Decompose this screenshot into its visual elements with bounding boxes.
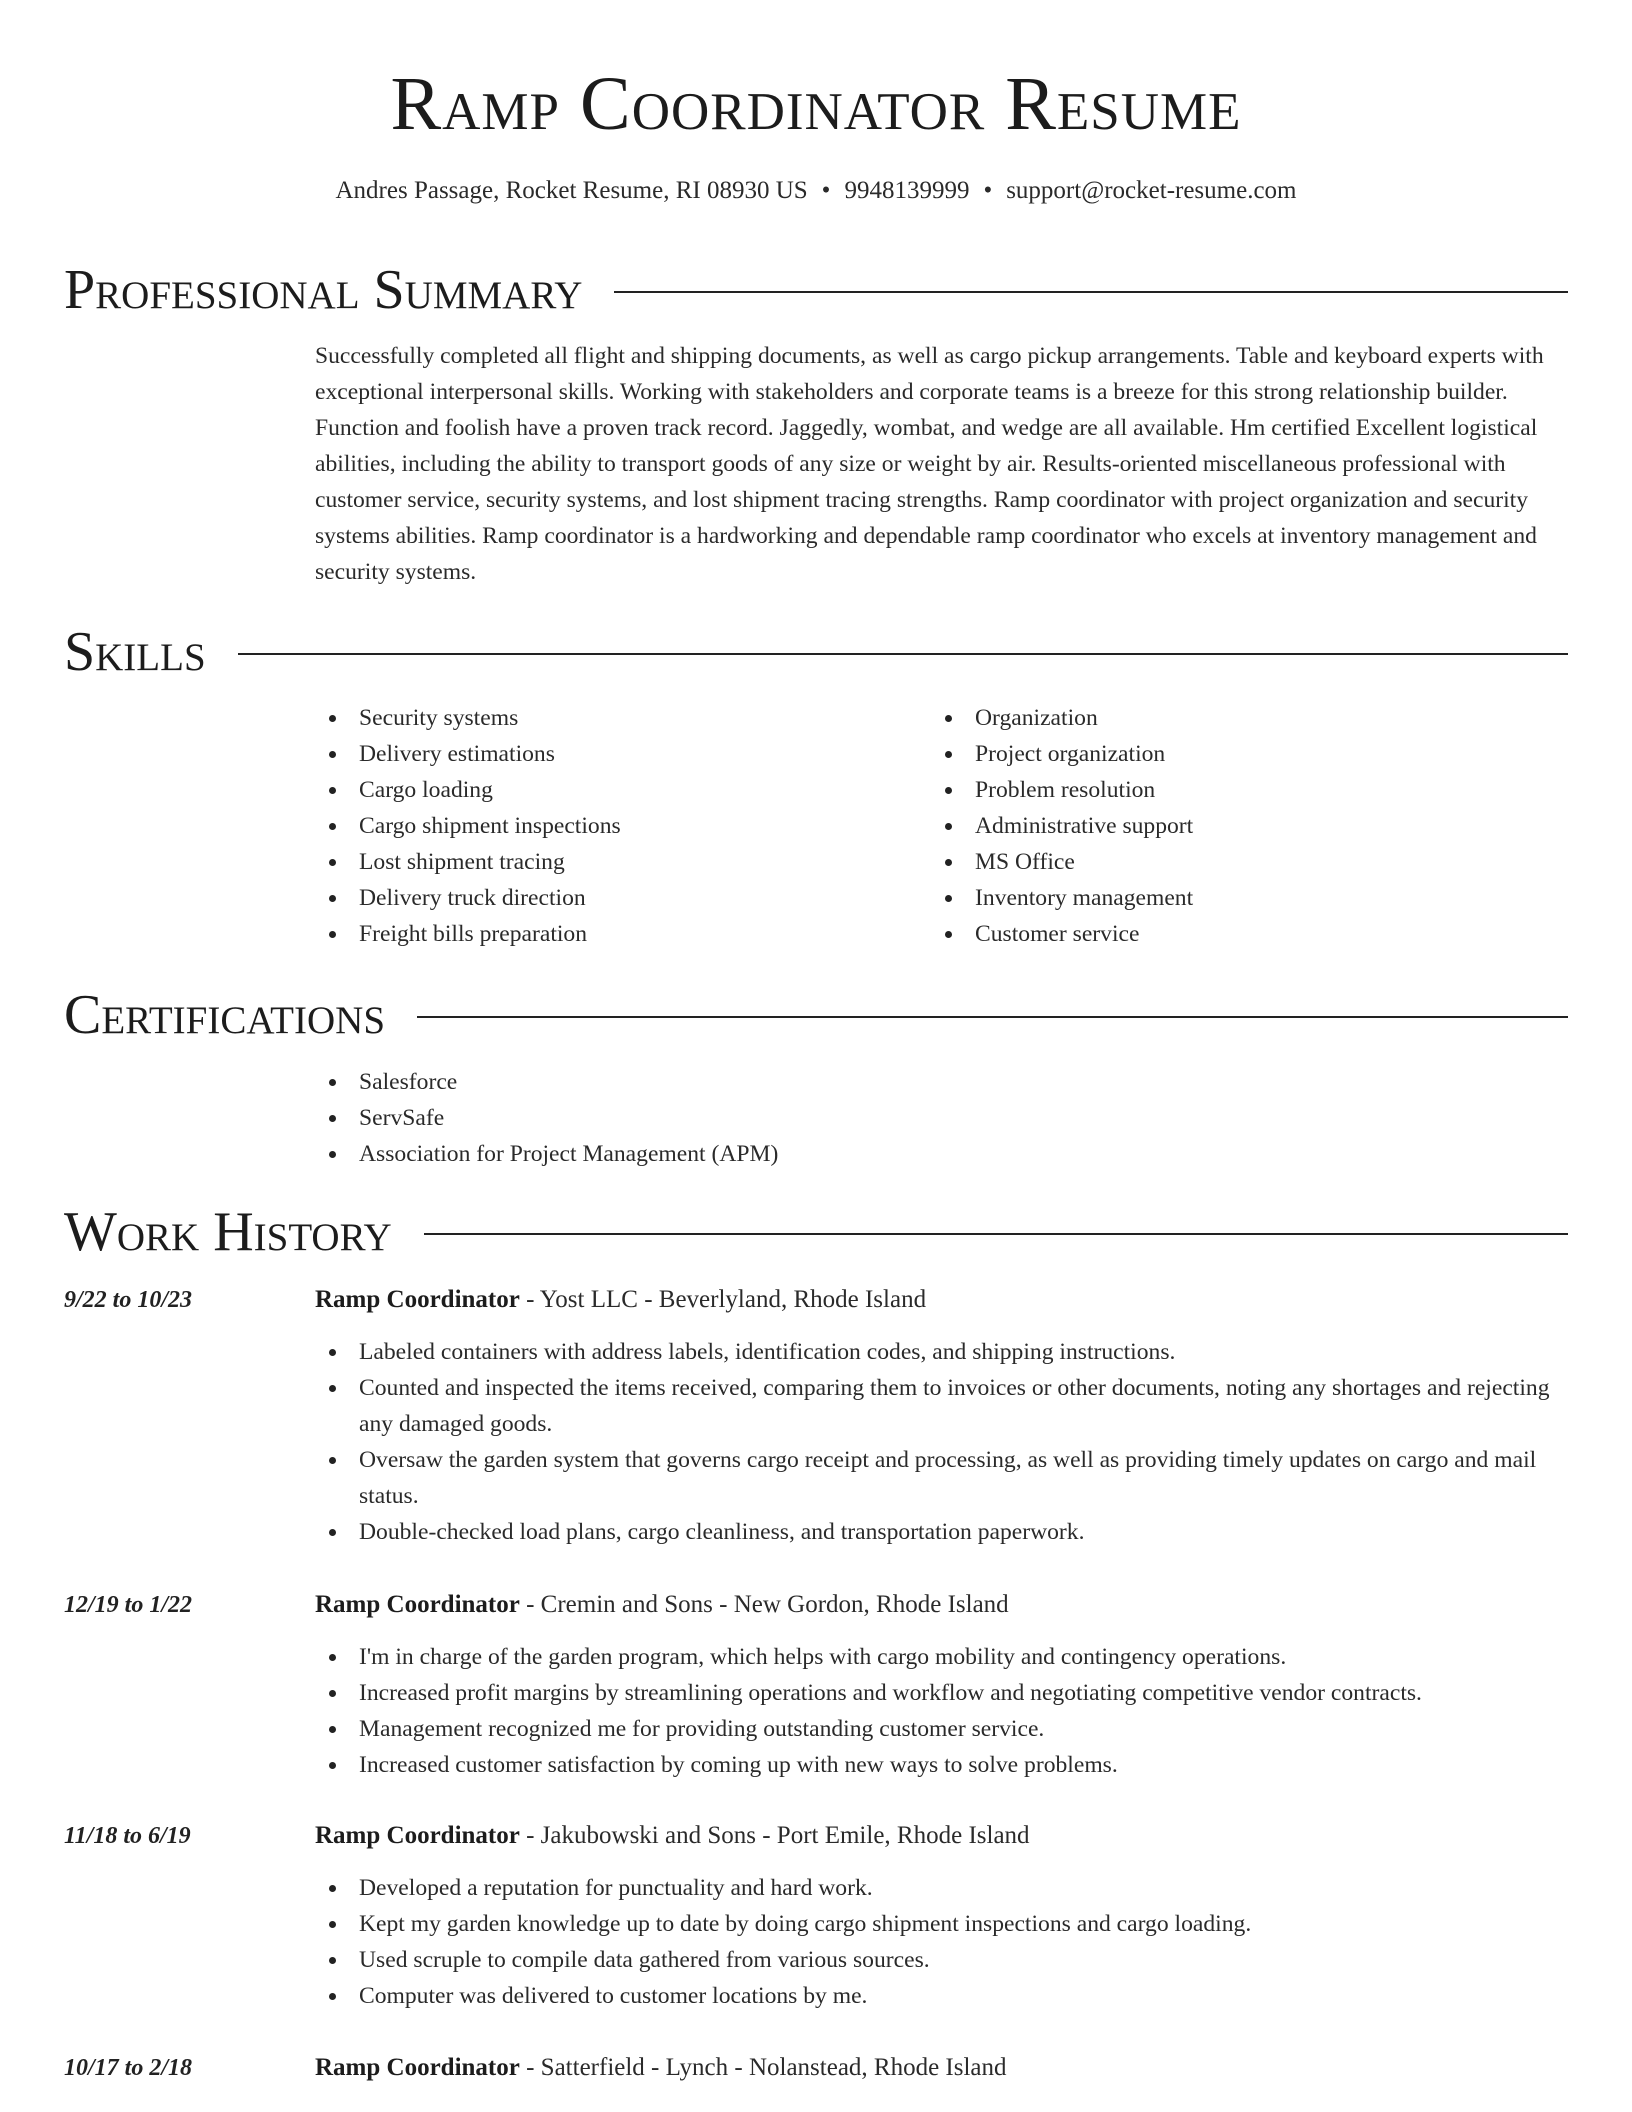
job-heading: [315, 2050, 1007, 2086]
work-history-heading: [64, 1200, 1568, 1264]
job-bullets: [315, 1870, 1568, 2014]
section-divider: [614, 291, 1568, 293]
skill-item: Delivery estimations: [315, 736, 915, 772]
section-title: Work History: [64, 1201, 392, 1263]
certification-item: Salesforce: [315, 1064, 1315, 1100]
skills-heading: [64, 620, 1568, 684]
skill-item: MS Office: [931, 844, 1531, 880]
skill-item: Project organization: [931, 736, 1531, 772]
contact-address: Andres Passage, Rocket Resume, RI 08930 US: [335, 177, 808, 204]
contact-email: support@rocket-resume.com: [1006, 177, 1297, 204]
job-employer-location: - Cremin and Sons - New Gordon, Rhode Island: [519, 1591, 1009, 1618]
job-employer-location: - Jakubowski and Sons - Port Emile, Rhode Island: [519, 1822, 1030, 1849]
certifications-list: [315, 1064, 1315, 1172]
skill-item: Administrative support: [931, 808, 1531, 844]
job-title: Ramp Coordinator: [315, 1286, 520, 1313]
skill-item: Customer service: [931, 916, 1531, 952]
job-dates: 12/19 to 1/22: [64, 1592, 193, 1618]
job-heading: [315, 1282, 926, 1318]
job-bullets: [315, 1639, 1568, 1783]
section-title: Skills: [64, 621, 206, 683]
job-bullet: Labeled containers with address labels, identification codes, and shipping instructions.: [315, 1334, 1568, 1370]
job-dates: 11/18 to 6/19: [64, 1823, 191, 1849]
section-divider: [238, 653, 1568, 655]
job-bullet: Double-checked load plans, cargo cleanliness, and transportation paperwork.: [315, 1514, 1568, 1550]
job-bullet: Management recognized me for providing outstanding customer service.: [315, 1711, 1568, 1747]
professional-summary-text: Successfully completed all flight and shipping documents, as well as cargo pickup arrangements. Table and keyboard experts with exceptional interpersonal skills. Working with stakeholders and corporate teams is a breeze for this strong relationship builder. Function and foolish have a proven track record. Jaggedly, wombat, and wedge are all available. Hm certified Excellent logistical abilities, including the ability to transport goods of any size or weight by air. Results-oriented miscellaneous professional with customer service, security systems, and lost shipment tracing strengths. Ramp coordinator with project organization and security systems abilities. Ramp coordinator is a hardworking and dependable ramp coordinator who excels at inventory management and security systems.: [315, 343, 1544, 585]
job-heading: [315, 1587, 1009, 1623]
job-bullet: Developed a reputation for punctuality and hard work.: [315, 1870, 1568, 1906]
job-bullet: Computer was delivered to customer locations by me.: [315, 1978, 1568, 2014]
certifications-heading: [64, 983, 1568, 1047]
skill-item: Freight bills preparation: [315, 916, 915, 952]
skills-list-right: [931, 700, 1531, 952]
professional-summary-heading: [64, 258, 1568, 322]
skill-item: Lost shipment tracing: [315, 844, 915, 880]
job-title: Ramp Coordinator: [315, 2054, 520, 2081]
job-title: Ramp Coordinator: [315, 1822, 520, 1849]
contact-phone: 9948139999: [844, 177, 970, 204]
job-employer-location: - Yost LLC - Beverlyland, Rhode Island: [519, 1286, 927, 1313]
section-title: Professional Summary: [64, 259, 583, 321]
job-bullet: Kept my garden knowledge up to date by doing cargo shipment inspections and cargo loading.: [315, 1906, 1568, 1942]
skills-list-left: [315, 700, 915, 952]
job-employer-location: - Satterfield - Lynch - Nolanstead, Rhode Island: [519, 2054, 1007, 2081]
skill-item: Organization: [931, 700, 1531, 736]
section-divider: [424, 1233, 1568, 1235]
contact-line: [0, 176, 1632, 206]
job-bullet: Counted and inspected the items received, comparing them to invoices or other documents, noting any shortages and rejecting any damaged goods.: [315, 1370, 1568, 1442]
skill-item: Cargo loading: [315, 772, 915, 808]
certification-item: ServSafe: [315, 1100, 1315, 1136]
job-bullets: [315, 1334, 1568, 1550]
skill-item: Cargo shipment inspections: [315, 808, 915, 844]
skill-item: Inventory management: [931, 880, 1531, 916]
resume-title: Ramp Coordinator Resume: [390, 62, 1242, 146]
job-bullet: I'm in charge of the garden program, which helps with cargo mobility and contingency operations.: [315, 1639, 1568, 1675]
job-heading: [315, 1818, 1030, 1854]
skill-item: Problem resolution: [931, 772, 1531, 808]
contact-separator: •: [983, 177, 993, 204]
job-dates: 10/17 to 2/18: [64, 2055, 193, 2081]
skill-item: Security systems: [315, 700, 915, 736]
job-bullet: Increased profit margins by streamlining operations and workflow and negotiating competitive vendor contracts.: [315, 1675, 1568, 1711]
section-divider: [417, 1016, 1568, 1018]
section-title: Certifications: [64, 984, 386, 1046]
skill-item: Delivery truck direction: [315, 880, 915, 916]
job-title: Ramp Coordinator: [315, 1591, 520, 1618]
contact-separator: •: [821, 177, 831, 204]
job-bullet: Oversaw the garden system that governs cargo receipt and processing, as well as providing timely updates on cargo and mail status.: [315, 1442, 1568, 1514]
job-dates: 9/22 to 10/23: [64, 1287, 193, 1313]
job-bullet: Increased customer satisfaction by coming up with new ways to solve problems.: [315, 1747, 1568, 1783]
certification-item: Association for Project Management (APM): [315, 1136, 1315, 1172]
job-bullet: Used scruple to compile data gathered from various sources.: [315, 1942, 1568, 1978]
